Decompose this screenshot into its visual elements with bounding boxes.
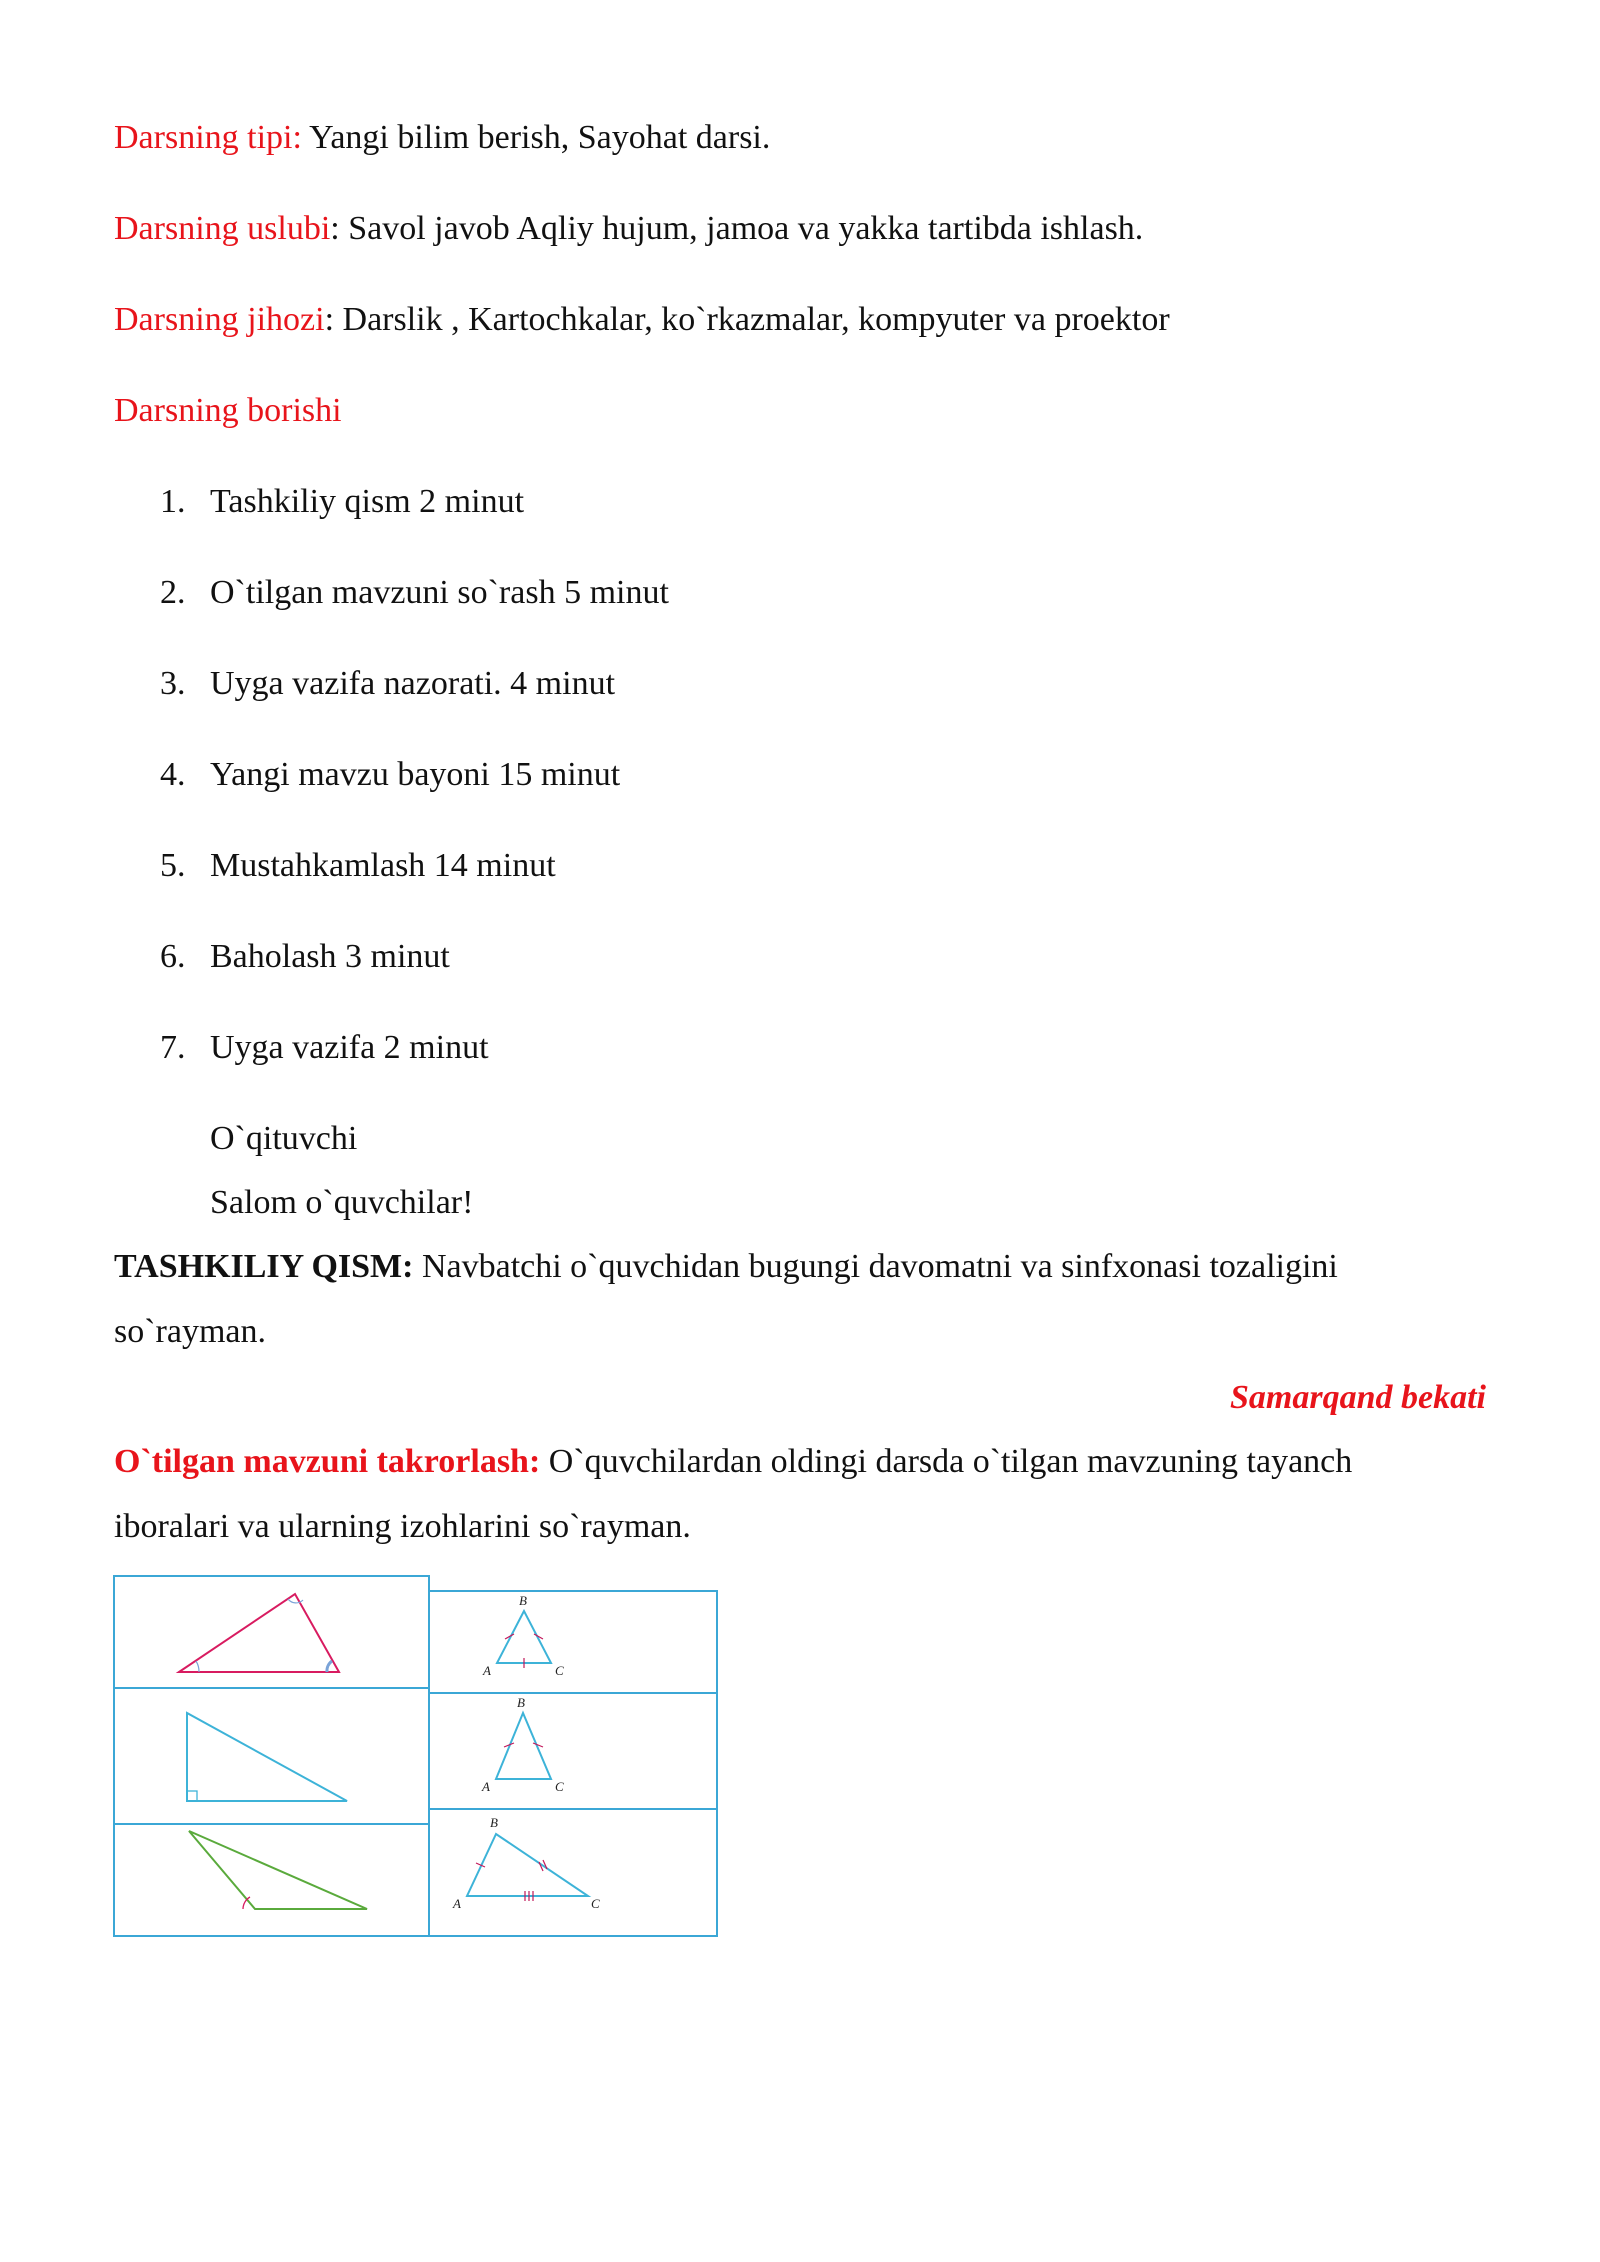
acute-triangle xyxy=(179,1594,339,1672)
lesson-type-line xyxy=(114,118,770,158)
vertex-label-a: A xyxy=(482,1779,490,1794)
vertex-label-b: B xyxy=(517,1695,525,1710)
list-item xyxy=(160,573,669,613)
equilateral-triangle xyxy=(482,1593,564,1678)
organizational-label: TASHKILIY QISM: xyxy=(114,1248,414,1285)
triangle-types-figure xyxy=(113,1575,725,1945)
list-text: Yangi mavzu bayoni 15 minut xyxy=(210,756,621,793)
vertex-label-a: A xyxy=(453,1896,461,1911)
lesson-method-label: Darsning uslubi xyxy=(114,210,331,247)
review-line-2: iboralari va ularning izohlarini so`rayman. xyxy=(114,1508,691,1545)
list-item xyxy=(160,846,556,886)
isosceles-triangle xyxy=(481,1695,564,1794)
vertex-label-c: C xyxy=(591,1896,600,1911)
review-line-1 xyxy=(114,1442,1352,1482)
station-title: Samarqand bekati xyxy=(1230,1379,1486,1416)
lesson-type-value: Yangi bilim berish, Sayohat darsi. xyxy=(301,119,771,156)
list-number: 6. xyxy=(160,938,186,975)
list-number: 1. xyxy=(160,483,186,520)
organizational-line-1 xyxy=(114,1247,1338,1287)
list-item xyxy=(160,664,615,704)
list-text: Tashkiliy qism 2 minut xyxy=(210,483,525,520)
list-text: Mustahkamlash 14 minut xyxy=(210,847,556,884)
teacher-greeting: Salom o`quvchilar! xyxy=(210,1184,474,1221)
lesson-progress-heading: Darsning borishi xyxy=(114,392,342,429)
list-item xyxy=(160,482,524,522)
list-text: Uyga vazifa 2 minut xyxy=(210,1029,489,1066)
list-item xyxy=(160,755,620,795)
right-triangle xyxy=(187,1713,347,1801)
list-text: Uyga vazifa nazorati. 4 minut xyxy=(210,665,616,702)
lesson-method-value: : Savol javob Aqliy hujum, jamoa va yakka tartibda ishlash. xyxy=(330,210,1144,247)
lesson-equipment-line xyxy=(114,300,1170,340)
figure-cell xyxy=(429,1591,717,1693)
vertex-label-a: A xyxy=(483,1663,491,1678)
vertex-label-b: B xyxy=(490,1815,498,1830)
lesson-method-line xyxy=(114,209,1143,249)
obtuse-triangle xyxy=(189,1831,367,1909)
figure-cell xyxy=(429,1809,717,1936)
scalene-triangle xyxy=(452,1815,600,1911)
lesson-equipment-value: : Darslik , Kartochkalar, ko`rkazmalar, kompyuter va proektor xyxy=(324,301,1170,338)
organizational-line-2: so`rayman. xyxy=(114,1313,267,1350)
list-number: 5. xyxy=(160,847,186,884)
list-number: 7. xyxy=(160,1029,186,1066)
list-text: Baholash 3 minut xyxy=(210,938,450,975)
list-number: 4. xyxy=(160,756,186,793)
vertex-label-c: C xyxy=(555,1779,564,1794)
vertex-label-c: C xyxy=(555,1663,564,1678)
list-number: 3. xyxy=(160,665,186,702)
review-text: O`quvchilardan oldingi darsda o`tilgan mavzuning tayanch xyxy=(540,1443,1353,1480)
lesson-equipment-label: Darsning jihozi xyxy=(114,301,325,338)
list-number: 2. xyxy=(160,574,186,611)
figure-cell xyxy=(429,1693,717,1809)
lesson-type-label: Darsning tipi: xyxy=(114,119,302,156)
list-text: O`tilgan mavzuni so`rash 5 minut xyxy=(210,574,669,611)
list-item xyxy=(160,1028,489,1068)
list-item xyxy=(160,937,450,977)
figure-cell xyxy=(114,1824,429,1936)
figure-cell xyxy=(114,1688,429,1824)
review-label: O`tilgan mavzuni takrorlash: xyxy=(114,1443,541,1480)
organizational-text: Navbatchi o`quvchidan bugungi davomatni va sinfxonasi tozaligini xyxy=(413,1248,1338,1285)
teacher-label: O`qituvchi xyxy=(210,1120,358,1157)
vertex-label-b: B xyxy=(519,1593,527,1608)
